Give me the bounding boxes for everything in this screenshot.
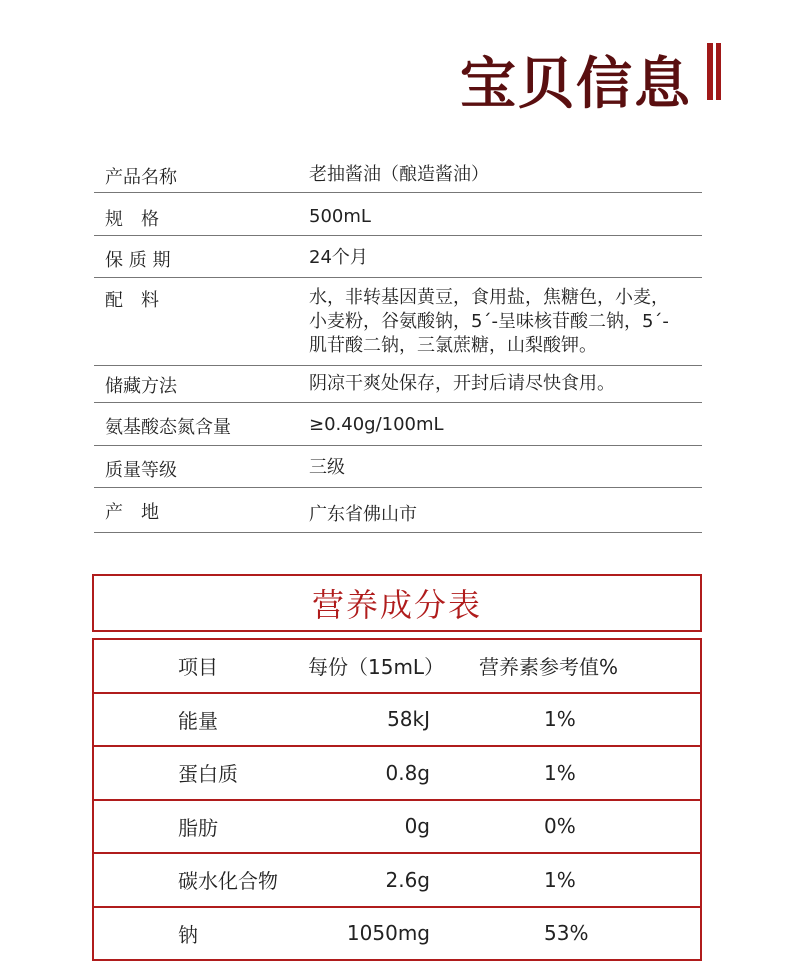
info-value: 24个月: [309, 247, 368, 268]
info-key: 规 格: [105, 209, 159, 230]
info-row: [94, 193, 702, 236]
title-accent-bar-2: [716, 43, 721, 100]
nutrient-nrv: 1%: [544, 760, 576, 785]
nutrition-header-row: [94, 638, 700, 692]
nutrient-amount: 2.6g: [385, 867, 430, 892]
info-value: 500mL: [309, 206, 371, 227]
nutrition-row: [94, 852, 700, 906]
info-key: 保 质 期: [105, 250, 171, 271]
nutrition-title: 营养成分表: [92, 574, 702, 632]
header-per-serving: 每份（15mL）: [308, 655, 445, 680]
info-row: [94, 488, 702, 533]
nutrient-name: 能量: [178, 708, 218, 733]
nutrient-nrv: 1%: [544, 867, 576, 892]
info-row: [94, 403, 702, 446]
nutrient-nrv: 0%: [544, 814, 576, 839]
nutrition-table: [92, 638, 702, 961]
info-value: 三级: [309, 457, 345, 478]
info-row: [94, 446, 702, 488]
nutrient-name: 蛋白质: [178, 762, 238, 787]
info-key: 产 地: [105, 502, 159, 523]
info-row: [94, 278, 702, 366]
header-nrv: 营养素参考值%: [479, 655, 619, 680]
product-info-table: [94, 155, 702, 533]
info-row: [94, 236, 702, 278]
nutrition-row: [94, 906, 700, 960]
nutrition-row: [94, 692, 700, 746]
nutrition-row: [94, 799, 700, 853]
info-key: 产品名称: [105, 167, 177, 188]
nutrient-amount: 0.8g: [385, 760, 430, 785]
nutrient-name: 碳水化合物: [178, 869, 278, 894]
info-value: 阴凉干爽处保存，开封后请尽快食用。: [309, 373, 615, 394]
nutrient-name: 钠: [178, 922, 198, 947]
title-accent-bar: [707, 43, 713, 100]
nutrient-amount: 58kJ: [387, 707, 430, 732]
page-title: 宝贝信息: [460, 52, 692, 117]
info-value: 水，非转基因黄豆，食用盐，焦糖色，小麦， 小麦粉，谷氨酸钠，5´-呈味核苷酸二钠，5´- 肌苷酸二钠，三氯蔗糖，山梨酸钾。: [309, 287, 669, 356]
nutrient-amount: 1050mg: [346, 921, 430, 946]
header-item: 项目: [178, 655, 218, 680]
info-value: 老抽酱油（酿造酱油）: [309, 164, 489, 185]
info-key: 配 料: [105, 290, 159, 311]
nutrient-nrv: 53%: [544, 921, 589, 946]
nutrition-row: [94, 745, 700, 799]
info-row: [94, 155, 702, 193]
info-key: 质量等级: [105, 460, 177, 481]
info-row: [94, 366, 702, 403]
info-key: 储藏方法: [105, 376, 177, 397]
info-key: 氨基酸态氮含量: [105, 417, 231, 438]
nutrient-nrv: 1%: [544, 707, 576, 732]
nutrient-amount: 0g: [404, 814, 430, 839]
info-value: ≥0.40g/100mL: [309, 414, 444, 435]
nutrient-name: 脂肪: [178, 815, 218, 840]
info-value: 广东省佛山市: [309, 504, 417, 525]
